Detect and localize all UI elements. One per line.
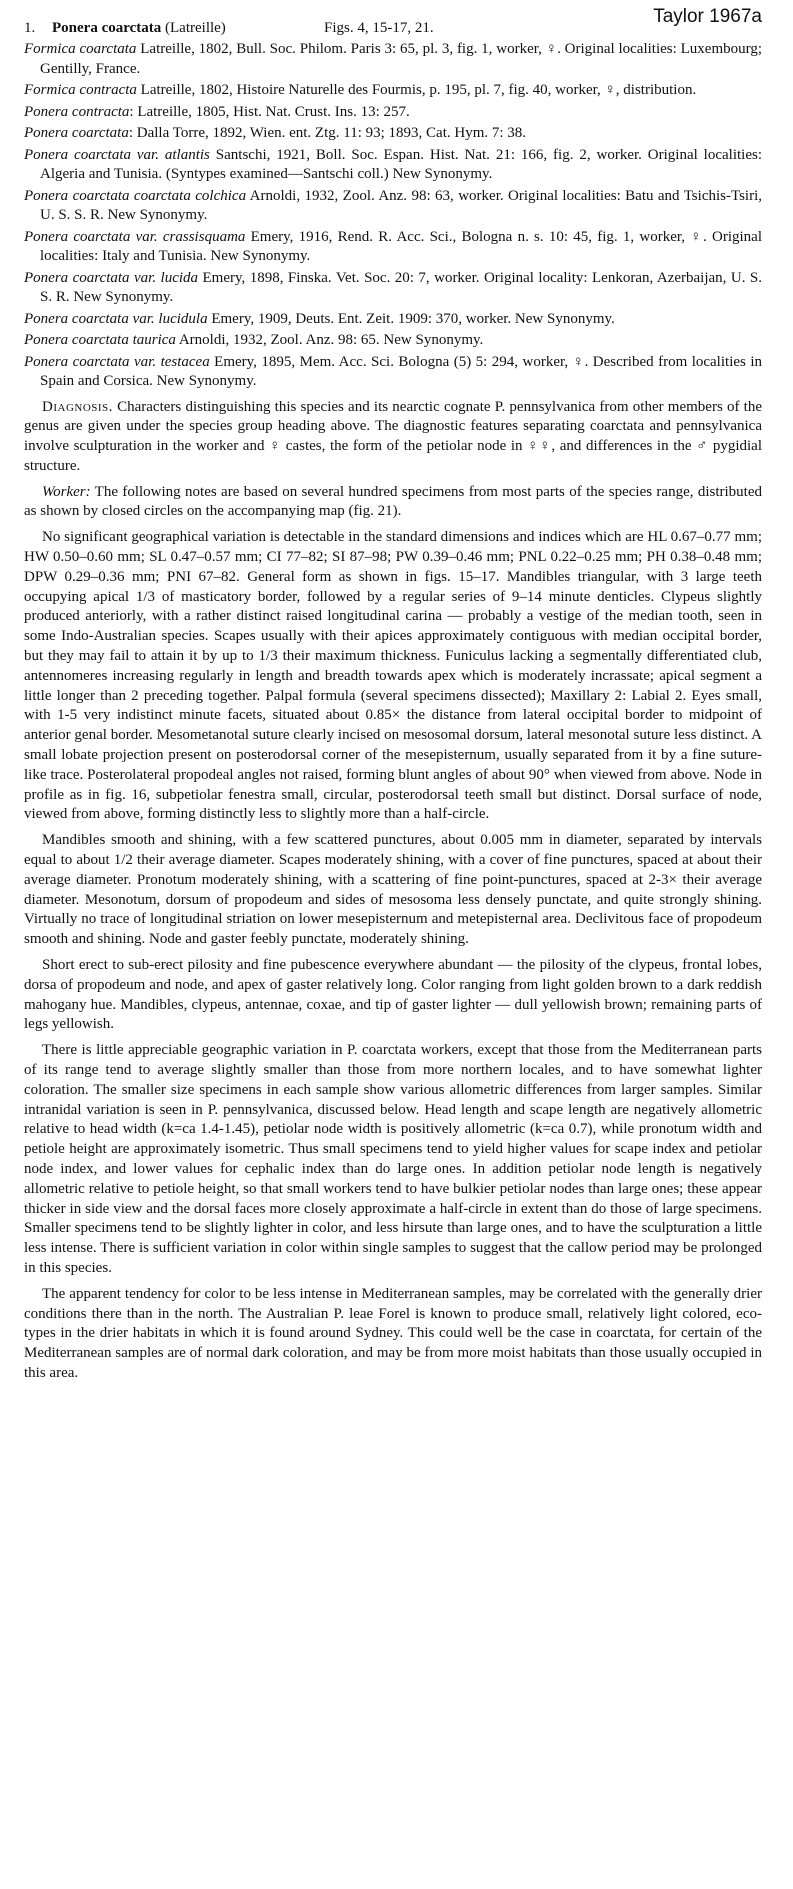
species-number: 1. bbox=[24, 20, 36, 36]
species-header bbox=[24, 0, 762, 40]
body-paragraph: Short erect to sub-erect pilosity and fine pubescence everywhere abundant — the pilosity of the clypeus, frontal lobes, dorsa of propodeum and node, and apex of gaster relatively long. Color ranging from light golden brown to a dark reddish mahogany hue. Mandibles, clypeus, antennae, coxae, and tip of gaster lighter — dull yellowish brown; remaining parts of legs yellowish. bbox=[24, 957, 762, 1033]
synonym-entry: Ponera contracta: Latreille, 1805, Hist. Nat. Crust. Ins. 13: 257. bbox=[24, 103, 410, 120]
citation-tag: Taylor 1967a bbox=[653, 6, 762, 27]
synonym-entry: Ponera coarctata taurica Arnoldi, 1932, Zool. Anz. 98: 65. New Synonymy. bbox=[24, 332, 484, 348]
figure-reference: Figs. 4, 15-17, 21. bbox=[324, 20, 434, 36]
synonym-entry: Ponera coarctata var. testacea Emery, 1895, Mem. Acc. Sci. Bologna (5) 5: 294, worker, ♀. Described from localities in Spain and Corsica. New Synonymy. bbox=[24, 353, 762, 389]
body-paragraph: The apparent tendency for color to be less intense in Mediterranean samples, may be correlated with the generally drier conditions there than in the north. The Australian P. leae Forel is known to produce small, relatively light colored, eco-types in the drier habitats in which it is found around Sydney. This could well be the case in coarctata, for certain of the Mediterranean samples are of normal dark coloration, and may be from more moist habitats than those usually occupied in this area. bbox=[24, 1285, 762, 1381]
worker-heading: Worker: bbox=[42, 483, 91, 500]
body-paragraph: There is little appreciable geographic variation in P. coarctata workers, except that those from the Mediterranean parts of its range tend to average slightly smaller than those from more northern locales, and to have somewhat lighter coloration. The smaller size specimens in each sample show various allometric differences from larger samples. Similar intranidal variation is seen in P. pennsylvanica, discussed below. Head length and scape length are negatively allometric relative to head width (k=ca 1.4-1.45), petiolar node width is positively allometric (k=ca 0.7), while pronotum width and petiole height are approximately isometric. Thus small specimens tend to yield higher values for scape index and petiolar node index, and lower values for cephalic index than do large ones. In addition petiolar node length is negatively allometric relative to petiole height, so that small workers tend to have bulkier petiolar nodes than large ones; these appear thicker in side view and the dorsal faces more closely approximate a half-circle in extent than do those of large specimens. Smaller specimens tend to be slightly lighter in color, and less hirsute than large ones, and to have the sculpturation a little less intense. There is sufficient variation in color within single samples to suggest that the callow period may be prolonged in this species. bbox=[24, 1042, 762, 1276]
diagnosis-heading: Diagnosis. bbox=[42, 398, 113, 415]
synonym-entry: Ponera coarctata var. lucidula Emery, 1909, Deuts. Ent. Zeit. 1909: 370, worker. New Synonymy. bbox=[24, 310, 615, 327]
synonym-entry: Ponera coarctata: Dalla Torre, 1892, Wien. ent. Ztg. 11: 93; 1893, Cat. Hym. 7: 38. bbox=[24, 125, 527, 141]
diagnosis-paragraph: Diagnosis. Characters distinguishing this species and its nearctic cognate P. pennsylvanica from other members of the genus are given under the species group heading above. The diagnostic features separating coarctata and pennsylvanica involve sculpturation in the worker and ♀ castes, the form of the petiolar node in ♀♀, and differences in the ♂ pygidial structure. bbox=[24, 398, 762, 474]
synonym-entry: Ponera coarctata var. crassisquama Emery, 1916, Rend. R. Acc. Sci., Bologna n. s. 10: 45, fig. 1, worker, ♀. Original localities: Italy and Tunisia. New Synonymy. bbox=[24, 228, 762, 264]
synonym-entry: Ponera coarctata var. atlantis Santschi, 1921, Boll. Soc. Espan. Hist. Nat. 21: 166, fig. 2, worker. Original localities: Algeria and Tunisia. (Syntypes examined—Santschi coll.) New Synonymy. bbox=[24, 146, 763, 182]
synonymy-list bbox=[24, 40, 762, 392]
species-name: Ponera coarctata bbox=[52, 20, 162, 36]
body-paragraph: No significant geographical variation is detectable in the standard dimensions and indices which are HL 0.67–0.77 mm; HW 0.50–0.60 mm; SL 0.47–0.57 mm; CI 77–82; SI 87–98; PW 0.39–0.46 mm; PNL 0.22–0.25 mm; PH 0.38–0.48 mm; DPW 0.29–0.36 mm; PNI 67–82. General form as shown in figs. 15–17. Mandibles triangular, with 3 large teeth occupying apical 1/3 of masticatory border, followed by a regular series of 9–14 minute denticles. Clypeus slightly produced anteriorly, with a rather distinct raised longitudinal carina — probably a vestige of the median tooth, seen in some Indo-Australian species. Scapes usually with their apices approximately contiguous with median occipital border, but they may fail to attain it by up to 1/3 their maximum thickness. Funiculus lacking a segmentally differentiated club, antennomeres increasing regularly in length and breadth towards apex which is moderately incrassate; apical segment a little longer than 2 preceding together. Palpal formula (several specimens dissected); Maxillary 2: Labial 2. Eyes small, with 1-5 very indistinct minute facets, situated about 0.85× the distance from lateral occipital border to midpoint of anterior genal border. Mesometanotal suture clearly incised on mesosomal dorsum, lateral mesonotal suture less distinct. A small lobate projection present on posterodorsal corner of the mesepisternum, usually separated from it by a fine suture-like trace. Posterolateral propodeal angles not raised, forming blunt angles of about 90° when viewed from above. Node in profile as in fig. 16, subpetiolar fenestra small, circular, posterodorsal teeth small but distinct. Dorsal surface of node, viewed from above, forming distinctly less to slightly more than a half-circle. bbox=[24, 529, 762, 823]
species-title bbox=[52, 20, 226, 37]
synonym-entry: Formica contracta Latreille, 1802, Histoire Naturelle des Fourmis, p. 195, pl. 7, fig. 40, worker, ♀, distribution. bbox=[24, 82, 697, 98]
species-author: (Latreille) bbox=[165, 20, 226, 36]
synonym-entry: Formica coarctata Latreille, 1802, Bull. Soc. Philom. Paris 3: 65, pl. 3, fig. 1, worker, ♀. Original localities: Luxembourg; Gentilly, France. bbox=[24, 41, 763, 77]
synonym-entry: Ponera coarctata var. lucida Emery, 1898, Finska. Vet. Soc. 20: 7, worker. Original locality: Lenkoran, Azerbaijan, U. S. S. R. New Synonymy. bbox=[24, 269, 763, 305]
body-paragraph: Mandibles smooth and shining, with a few scattered punctures, about 0.005 mm in diameter, separated by intervals equal to about 1/2 their average diameter. Scapes moderately shining, with a cover of fine punctures, spaced at about their average diameter. Pronotum moderately shining, with a scattering of fine point-punctures, spaced at 2-3× their average diameter. Mesonotum, dorsum of propodeum and sides of mesosoma less densely punctate, and quite strongly shining. Virtually no trace of longitudinal striation on lower mesepisternum and metepisternal area. Declivitous face of propodeum smooth and shining. Node and gaster feebly punctate, moderately shining. bbox=[24, 832, 762, 948]
description-body bbox=[24, 398, 762, 1384]
worker-paragraph: Worker: The following notes are based on several hundred specimens from most parts of the species range, distributed as shown by closed circles on the accompanying map (fig. 21). bbox=[24, 483, 762, 520]
synonym-entry: Ponera coarctata coarctata colchica Arnoldi, 1932, Zool. Anz. 98: 63, worker. Original localities: Batu and Tsichis-Tsiri, U. S. S. R. New Synonymy. bbox=[24, 187, 763, 223]
page bbox=[24, 0, 762, 1390]
